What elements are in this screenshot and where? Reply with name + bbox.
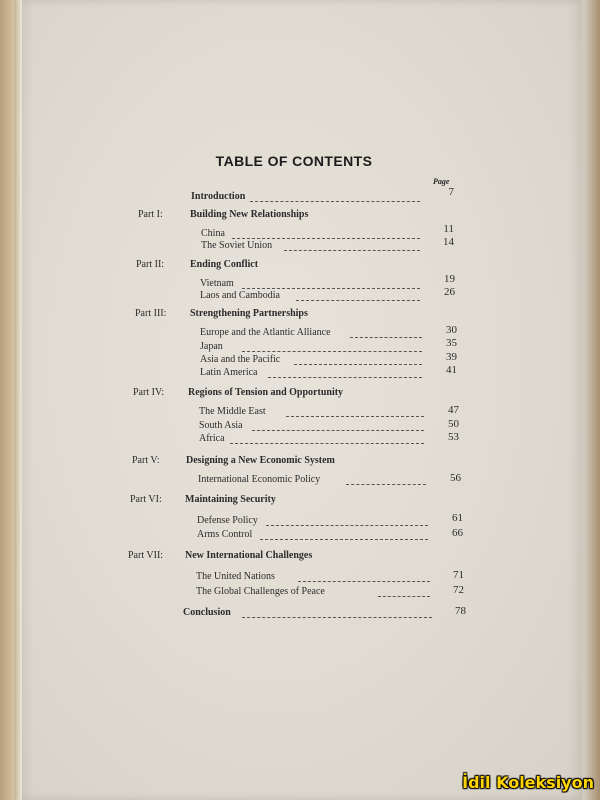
toc-entry: Asia and the Pacific	[200, 354, 281, 365]
page-edge	[14, 0, 22, 800]
toc-page: 35	[446, 337, 457, 349]
part-title: Ending Conflict	[190, 259, 259, 270]
toc-page: 61	[452, 512, 463, 524]
toc-page: 39	[446, 351, 457, 363]
toc-page: 26	[444, 286, 455, 298]
leader-line	[284, 250, 420, 251]
page-column-header: Page	[433, 177, 450, 186]
conclusion-title: Conclusion	[183, 607, 231, 618]
leader-line	[350, 337, 422, 338]
toc-entry: The United Nations	[196, 571, 275, 582]
watermark: İdil Koleksiyon	[462, 773, 594, 792]
toc-page: 53	[448, 431, 459, 443]
leader-line	[268, 377, 422, 378]
leader-line	[286, 416, 424, 417]
leader-line	[294, 364, 422, 365]
leader-line	[296, 300, 420, 301]
part-label: Part VII:	[128, 550, 164, 561]
toc-page: 50	[448, 418, 459, 430]
toc-entry: The Global Challenges of Peace	[196, 586, 325, 597]
document-title: TABLE OF CONTENTS	[215, 153, 373, 169]
toc-page: 30	[446, 324, 457, 336]
toc-page: 11	[443, 223, 454, 235]
toc-page: 71	[453, 569, 464, 581]
toc-entry: International Economic Policy	[198, 474, 321, 485]
leader-line	[250, 201, 420, 202]
part-label: Part V:	[132, 455, 160, 466]
leader-line	[252, 430, 424, 431]
part-title: Designing a New Economic System	[186, 455, 335, 466]
toc-entry: South Asia	[199, 420, 243, 431]
toc-page: 56	[450, 472, 461, 484]
toc-entry: Japan	[200, 341, 223, 352]
toc-entry: China	[201, 228, 225, 239]
toc-page: 66	[452, 527, 463, 539]
toc-page: 19	[444, 273, 455, 285]
document-page	[22, 0, 582, 800]
part-label: Part I:	[138, 209, 163, 220]
toc-entry: The Middle East	[199, 406, 266, 417]
intro-title: Introduction	[191, 191, 246, 202]
toc-page: 14	[443, 236, 454, 248]
toc-page: 47	[448, 404, 459, 416]
intro-page: 7	[448, 186, 454, 198]
leader-line	[260, 539, 428, 540]
toc-entry: Arms Control	[197, 529, 253, 540]
leader-line	[266, 525, 428, 526]
conclusion-page: 78	[455, 605, 466, 617]
part-label: Part III:	[135, 308, 167, 319]
leader-line	[346, 484, 426, 485]
leader-line	[230, 443, 424, 444]
leader-line	[242, 288, 420, 289]
leader-line	[242, 351, 422, 352]
part-title: Regions of Tension and Opportunity	[188, 387, 344, 398]
leader-line	[242, 617, 432, 618]
leader-line	[232, 238, 420, 239]
toc-entry: Vietnam	[200, 278, 234, 289]
part-label: Part IV:	[133, 387, 165, 398]
part-label: Part II:	[136, 259, 165, 270]
leader-line	[378, 596, 430, 597]
toc-entry: Africa	[199, 433, 225, 444]
toc-entry: The Soviet Union	[201, 240, 273, 251]
toc-entry: Europe and the Atlantic Alliance	[200, 327, 331, 338]
toc-entry: Laos and Cambodia	[200, 290, 280, 301]
part-label: Part VI:	[130, 494, 162, 505]
toc-page: 72	[453, 584, 464, 596]
part-title: Maintaining Security	[185, 494, 276, 505]
leader-line	[298, 581, 430, 582]
part-title: Strengthening Partnerships	[190, 308, 308, 319]
part-title: New International Challenges	[185, 550, 313, 561]
part-title: Building New Relationships	[190, 209, 309, 220]
toc-entry: Defense Policy	[197, 515, 258, 526]
toc-entry: Latin America	[200, 367, 258, 378]
toc-page: 41	[446, 364, 457, 376]
